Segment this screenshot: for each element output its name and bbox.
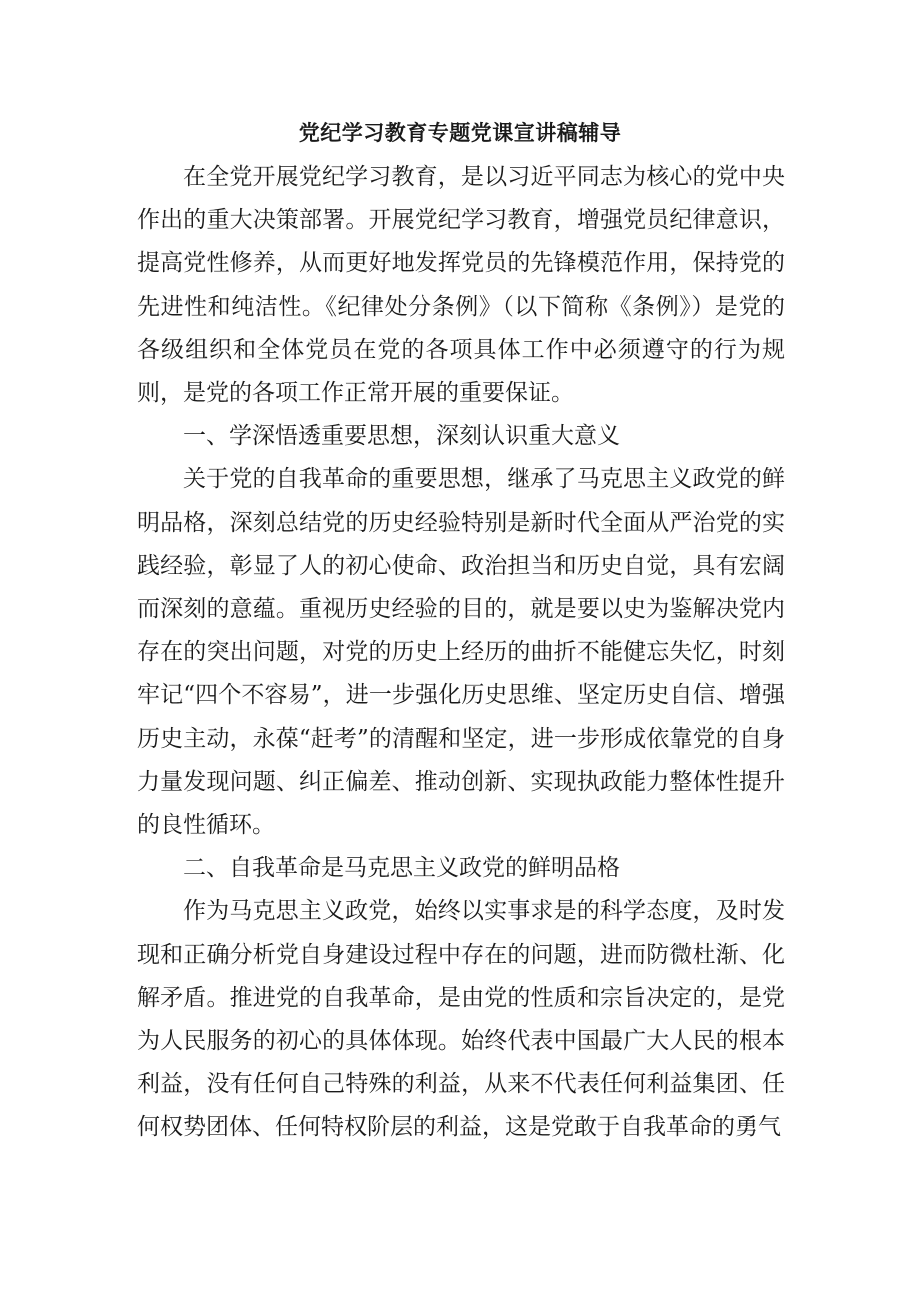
document-body <box>137 156 785 1150</box>
section-heading-2: 二、自我革命是马克思主义政党的鲜明品格 <box>183 855 620 882</box>
section-heading-1: 一、学深悟透重要思想，深刻认识重大意义 <box>183 423 620 450</box>
intro-paragraph: 在全党开展党纪学习教育，是以习近平同志为核心的党中央作出的重大决策部署。开展党纪学习教育，增强党员纪律意识，提高党性修养，从而更好地发挥党员的先锋模范作用，保持党的先进性和纯洁性。《纪律处分条例》（以下简称《条例》）是党的各级组织和全体党员在党的各项具体工作中必须遵守的行为规则，是党的各项工作正常开展的重要保证。 <box>137 164 785 407</box>
document-title: 党纪学习教育专题党课宣讲稿辅导 <box>298 120 622 145</box>
section-1-paragraph: 关于党的自我革命的重要思想，继承了马克思主义政党的鲜明品格，深刻总结党的历史经验特别是新时代全面从严治党的实践经验，彰显了人的初心使命、政治担当和历史自觉，具有宏阔而深刻的意蕴。重视历史经验的目的，就是要以史为鉴解决党内存在的突出问题，对党的历史上经历的曲折不能健忘失忆，时刻牢记“四个不容易”，进一步强化历史思维、坚定历史自信、增强历史主动，永葆“赶考”的清醒和坚定，进一步形成依靠党的自身力量发现问题、纠正偏差、推动创新、实现执政能力整体性提升的良性循环。 <box>137 466 785 839</box>
section-2-paragraph: 作为马克思主义政党，始终以实事求是的科学态度，及时发现和正确分析党自身建设过程中存在的问题，进而防微杜渐、化解矛盾。推进党的自我革命，是由党的性质和宗旨决定的，是党为人民服务的初心的具体体现。始终代表中国最广大人民的根本利益，没有任何自己特殊的利益，从来不代表任何利益集团、任何权势团体、任何特权阶层的利益，这是党敢于自我革命的勇气 <box>137 898 785 1141</box>
